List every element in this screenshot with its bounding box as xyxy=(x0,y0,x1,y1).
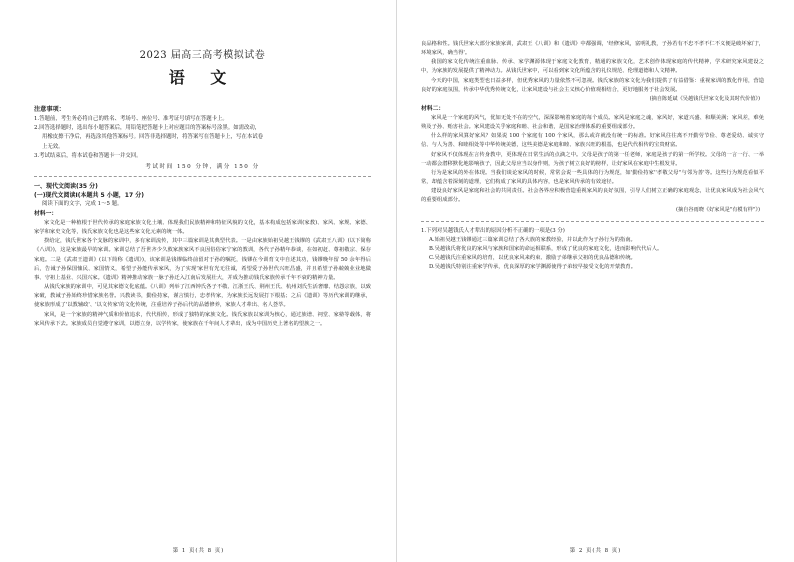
article-paragraph: 我国的家文化传统注重血脉、传承、家学渊源体现于家庭文化教育，精通的家族文化，艺术创作体现家庭的传代精神，学术研究家风建设之中，为家族的发展提供了精神动力。从钱氏世家中，可以看到家文化所蕴含的礼仪规范、伦理道德和人文精神。 xyxy=(421,59,764,75)
question-stem: 1.下列对吴越钱氏人才辈出的原因分析不正确的一项是(3 分) xyxy=(421,227,565,234)
notes-heading: 注意事项： xyxy=(34,106,65,113)
exam-time: 考试时间 150 分钟，满分 150 分 xyxy=(145,164,260,171)
material-label: 材料二： xyxy=(421,105,445,112)
article-paragraph: 良品格和性。钱氏世家大部分家族家训，武肃王《八训》和《遗训》中都强调，'经修家风，富明礼教，子孙若有不忠不孝不仁不义便是破坏家门'，环境家风，确当得'。 xyxy=(421,41,764,57)
source-citation: (摘自陈延斌《吴越钱氏世家文化及其时代价值》) xyxy=(649,95,760,102)
section-rule xyxy=(34,176,371,177)
subsection-heading: (一)现代文阅读Ⅰ(本题共 5 小题，17 分) xyxy=(34,192,144,200)
article-paragraph: 家风，是一个家族的精神气质和价值追求，代代相传，形成了独特的家族文化。钱氏家族以家训为核心，通过族谱、祠堂、家塾等载体，将家风传承下去。家族成员自觉遵守家训，以德立身，以学传家，使家族在千年间人才辈出，成为中国历史上著名的望族之一。 xyxy=(34,311,371,327)
note-line: 上无效。 xyxy=(42,143,64,150)
answer-option-c: C.吴越钱氏注重家风的培育，以优良家风来约束、激励子弟继承父祖的优良品德和传统。 xyxy=(429,254,636,261)
article-paragraph: 家风是一个家庭的风气，优如无处不在的空气，深深影响着家庭的每个成员。家风是家庭之魂，家风好，家道兴盛、和顺美满；家风差，难免殃及子孙、贻害社会。家风建设关乎家庭和睦、社会和谐，是国家治理体系的重要组成部分。 xyxy=(421,114,764,131)
article-paragraph: 行为是家风的外在体现。当我们谈论家风的时候，常常会说一些具体的行为规范，如'勤俭持家''孝敬父母''与邻为善'等。这些行为规范看似平常，却蕴含着深刻的道理，它们构成了家风的具体内容，也是家风传承的有效途径。 xyxy=(421,169,764,186)
question-rule xyxy=(421,221,764,222)
exam-subject: 语 文 xyxy=(168,68,237,87)
article-paragraph: 建设良好家风是家庭和社会的共同责任。社会各界应积极营造重视家风的良好氛围，引导人们树立正确的家庭观念，让优良家风成为社会风气的重要组成部分。 xyxy=(421,188,764,204)
section-heading: 一、现代文阅读(35 分) xyxy=(34,183,98,191)
source-citation: (摘自谷雨晓《好家风是"有模有样"》) xyxy=(675,206,760,213)
answer-option-a: A.始祖吴越王钱镠通过三篇家训总结了各大族的家教经验，并以此作为子孙行为的指南。 xyxy=(429,236,636,243)
right-page xyxy=(397,0,794,562)
page-footer: 第 1 页(共 8 页) xyxy=(172,548,225,554)
article-paragraph: 从钱氏家族的家训中，可见其家德文化底蕴。《八训》列举了江西钟氏各子不敬、江浙王氏、荆州王氏、杭州刘氏生活奢靡、结怨宗族，以致家破，教诫子孙始终珍惜家族名誉。兴教读书，勤俭持家，谨言慎行，忠孝传家，为家族长远发展打下根基；之后《遗训》等历代家训的继承，使家族形成了'以教辅政'、'以文传家'的文化传统，注重培养子孙后代的品德修养，家族人才辈出、名人荟萃。 xyxy=(34,284,371,309)
note-line: 2.回答选择题时，选出每小题答案后，用铅笔把答题卡上对应题目的答案标号涂黑。如需改动， xyxy=(34,125,261,132)
exam-title: 2023 届高三高考模拟试卷 xyxy=(139,50,266,61)
note-line: 用橡皮擦干净后，再选涂其他答案标号。回答非选择题时，将答案写在答题卡上，写在本试卷 xyxy=(42,134,264,141)
page-footer: 第 2 页(共 8 页) xyxy=(569,548,622,554)
article-paragraph: 好家风不仅体现在言传身教中，更体现在日常生活的点滴之中。父母是孩子的第一任老师，家庭是孩子的第一所学校。父母的一言一行、一举一动都会潜移默化地影响孩子，因此父母应当以身作则，为孩子树立良好的榜样，让好家风在家庭中生根发芽。 xyxy=(421,151,764,167)
answer-option-b: B.吴越钱氏将优良的家风与家族和国家的命运相联系，形成了优良的家庭文化，进而影响代代后人。 xyxy=(429,245,663,252)
note-line: 1.答题前，考生务必将自己的姓名、考场号、座位号、准考证号填写在答题卡上。 xyxy=(34,116,228,122)
article-paragraph: 家文化是一种植根于世代传承的家庭家族文化土壤、体现我们民族精神和特征风貌的文化，基本构成包括家训(家教)、家风、家规、家德、家学和家史文化等，钱氏家族文化也是这些家文化元素的统一体。 xyxy=(34,220,371,236)
answer-option-d: D.吴越钱氏特别注重家学传承，优良深厚的家学渊源使得子弟较早接受文化的开蒙教育。 xyxy=(429,264,637,271)
reading-instruction: 阅读下面的文字，完成 1～5 题。 xyxy=(42,201,123,208)
article-paragraph: 什么样的家风算好家风？如果说 100 个家庭有 100 个家风，那么或许就没有统一的标准。好家风往往离不开勤劳节俭、尊老爱幼、诚实守信、与人为善、和睦相处等中华传统美德，这些美德是家庭和睦、家族兴旺的根基，也是代代相传的宝贵财富。 xyxy=(421,133,764,149)
article-paragraph: 揆给定，钱氏世家各个支脉的家训中，多有家训流传，其中三篇家训是其典型代表。一是由家族始祖吴越王钱镠的《武肃王八训》(以下简称《八训》)，这是家族最早的家训。家训总结了吾世齐少久救家族家风不良因俗俗家宁家的教训，各代子孙精年恭谈，在如初赶、尊祖敬宗、保存家庭。二是《武肃王遗训》(以下简称《遗训》)，该家训是钱镠临终前留对于孙的嘱托，钱镠在今训育文中自述其功，钱镠晚年留 50 余年得后后，告诫子孙保国恤民、家国情义，希望子孙能传承家风，为了实现'家世有光无往诚，希望爱子孙世代兴旺昌盛，并且希望子孙兢兢业业地做事、守祖上基业、兴国兴家。《遗训》精神推动家族一脉子孙迁入江南后发展壮大，并成为推动钱氏家族传承千年不衰的精神力量。 xyxy=(34,238,371,281)
note-line: 3.考试结束后，将本试卷和答题卡一并交回。 xyxy=(34,152,142,159)
article-paragraph: 今天的中国，家庭类型也日益多样，但优秀家风的力量依然不可忽视。钱氏家族的家文化为我们提供了有益借鉴：重视家训的教化作用，营造良好的家庭氛围，传承中华优秀传统文化，让家风建设与社会主义核心价值观相结合，更好地服务于社会发展。 xyxy=(421,77,764,93)
material-label: 材料一： xyxy=(34,211,58,218)
